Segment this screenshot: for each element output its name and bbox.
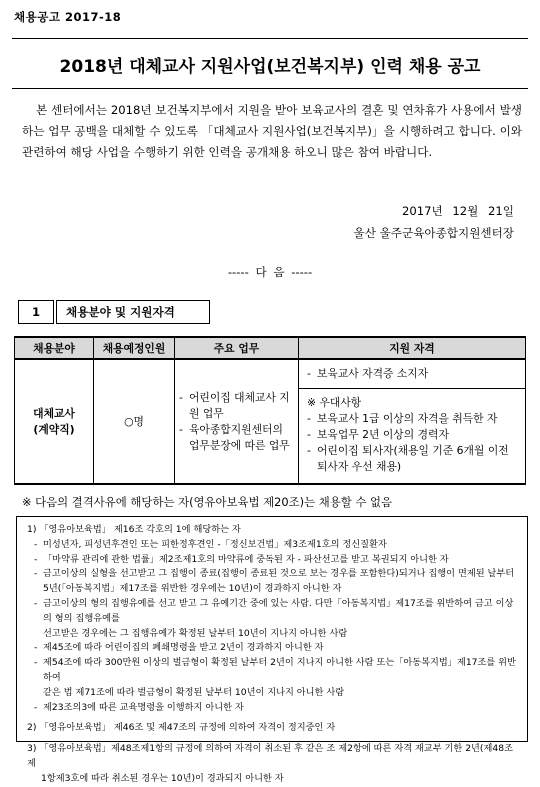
dq-sub-item: - 제45조에 따라 어린이집의 폐쇄명령을 받고 2년이 경과하지 아니한 자 (27, 641, 517, 656)
header-duties: 주요 업무 (175, 337, 299, 359)
table-row (15, 359, 526, 484)
recruitment-table (14, 336, 526, 485)
cell-duties (175, 359, 299, 484)
preference-item: - 어린이집 퇴사자(채용일 기준 6개월 이전 퇴사자 우선 채용) (307, 443, 517, 475)
section-number: 1 (18, 300, 54, 324)
page-title: 2018년 대체교사 지원사업(보건복지부) 인력 채용 공고 (59, 57, 481, 77)
cell-field (15, 359, 94, 484)
duty-item: - 어린이집 대체교사 지원 업무 (179, 390, 292, 422)
dq-item-3: 3) 「영유아보육법」제48조제1항의 규정에 의하여 자격이 취소된 후 같은 조 제2항에 따른 자격 재교부 기한 2년(제48조제 (27, 743, 513, 769)
header-field: 채용분야 (15, 337, 94, 359)
dq-sub-item: - 미성년자, 피성년후견인 또는 피한정후견인 -「정신보건법」제3조제1호의 정신질환자 (27, 538, 517, 553)
cell-count: ○명 (94, 359, 175, 484)
preference-item: - 보육업무 2년 이상의 경력자 (307, 427, 517, 443)
dq-sub-item-cont: 선고받은 경우에는 그 집행유예가 확정된 날부터 10년이 지나지 아니한 사람 (43, 627, 348, 639)
preference-item: - 보육교사 1급 이상의 자격을 취득한 자 (307, 411, 517, 427)
title-top-rule (12, 38, 528, 39)
preference-title: ※ 우대사항 (307, 396, 362, 409)
organization-name: 울산 울주군육아종합지원센터장 (353, 226, 514, 240)
notice-date: 2017년 12월 21일 (402, 204, 514, 218)
field-type: (계약직) (33, 422, 75, 436)
dq-item-3-cont: 1항제3호에 따라 취소된 경우는 10년)이 경과되지 아니한 자 (41, 772, 284, 784)
dq-sub-item: - 「마약류 관리에 관한 법률」제2조제1호의 마약류에 중독된 자 - 파산선고를 받고 복권되지 아니한 자 (27, 553, 517, 568)
dq-item-2: 2) 「영유아보육법」 제46조 및 제47조의 규정에 의하여 자격이 정지중인 자 (27, 722, 336, 734)
intro-paragraph: 본 센터에서는 2018년 보건복지부에서 지원을 받아 보육교사의 결혼 및 연차휴가 사용에서 발생하는 업무 공백을 대체할 수 있도록 「대체교사 지원사업(보건복지부)」을 시행하려고 합니다. 이와 관련하여 해당 사업을 수행하기 위한 인력을 공개채용 하오니 많은 참여 바랍니다. (22, 103, 522, 159)
below-marker: ----- 다 음 ----- (227, 265, 313, 279)
qual-required-block (299, 360, 525, 389)
title-bottom-rule (12, 88, 528, 89)
qual-preference-block (299, 389, 525, 483)
dq-sub-item: - 금고이상의 실형을 선고받고 그 집행이 종료(집행이 종료된 것으로 보는 경우를 포함한다)되거나 집행이 면제된 날부터 (27, 567, 517, 582)
cell-qualifications (299, 359, 526, 484)
table-header-row (15, 337, 526, 359)
dq-item-1-head: 1) 「영유아보육법」 제16조 각호의 1에 해당하는 자 (27, 524, 241, 535)
header-qualifications: 지원 자격 (299, 337, 526, 359)
qual-required: - 보육교사 자격증 소지자 (307, 366, 517, 382)
section-title: 채용분야 및 지원자격 (56, 300, 210, 324)
notice-number: 채용공고 2017-18 (14, 10, 122, 24)
dq-sub-item: - 금고이상의 형의 집행유예를 선고 받고 그 유예기간 중에 있는 사람. 다만「아동복지법」제17조를 위반하여 금고 이상의 형의 집행유예를 (27, 597, 517, 627)
dq-sub-item: - 제54조에 따라 300만원 이상의 벌금형이 확정된 날부터 2년이 지나지 아니한 사람 또는「아동복지법」제17조를 위반하여 (27, 656, 517, 686)
field-name: 대체교사 (33, 406, 75, 420)
dq-sub-item: - 제23조의3에 따른 교육명령을 이행하지 아니한 자 (27, 701, 517, 716)
intro-section (22, 100, 522, 163)
disqualification-note: ※ 다음의 결격사유에 해당하는 자(영유아보육법 제20조)는 채용할 수 없음 (22, 495, 392, 509)
dq-sub-item-cont: 5년(「아동복지법」제17조를 위반한 경우에는 10년)이 경과하지 아니한 자 (43, 583, 342, 595)
dq-sub-item-cont: 같은 법 제71조에 따라 벌금형이 확정된 날부터 10년이 지나지 아니한 사람 (43, 686, 345, 698)
duty-item: - 육아종합지원센터의 업무분장에 따른 업무 (179, 422, 292, 454)
disqualification-box (16, 516, 528, 784)
header-count: 채용예정인원 (94, 337, 175, 359)
